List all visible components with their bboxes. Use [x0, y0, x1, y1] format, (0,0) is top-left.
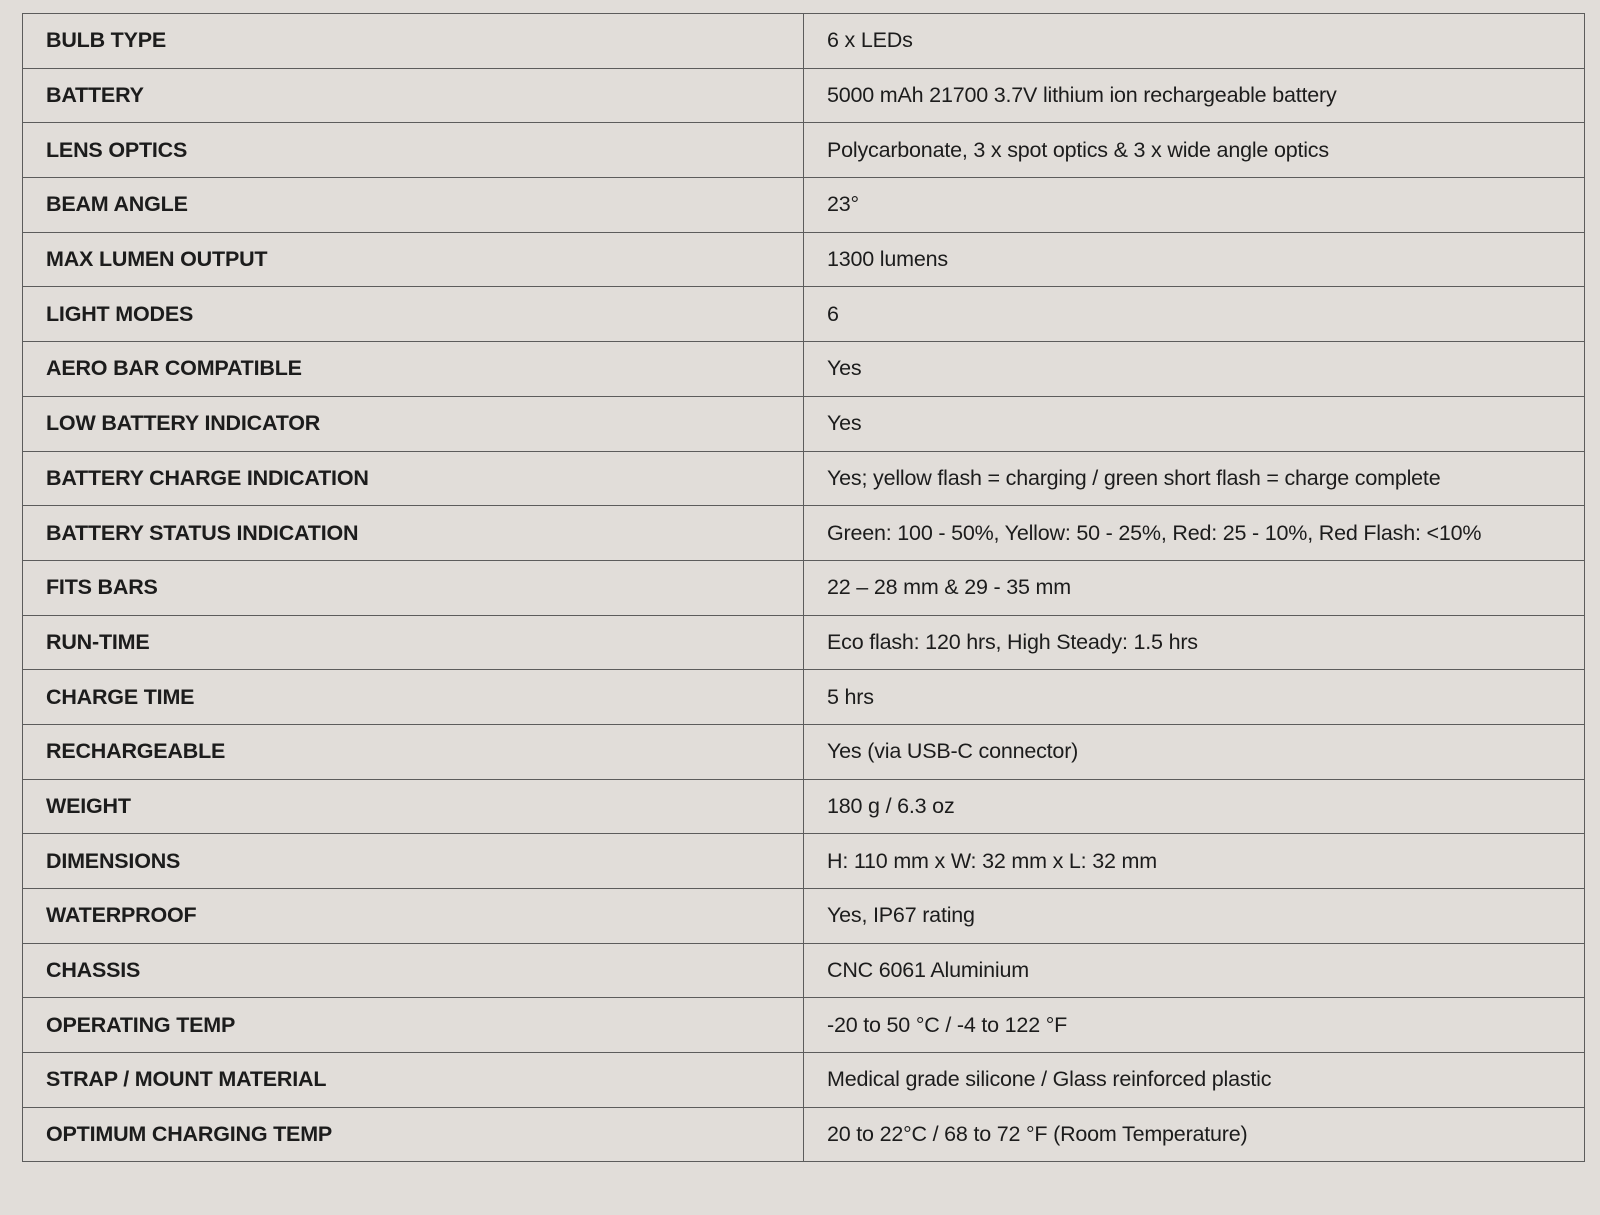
spec-value: 20 to 22°C / 68 to 72 °F (Room Temperature) [804, 1107, 1585, 1162]
spec-value: 180 g / 6.3 oz [804, 779, 1585, 834]
table-row [23, 342, 1585, 397]
table-row [23, 451, 1585, 506]
spec-label: CHASSIS [23, 943, 804, 998]
table-row [23, 724, 1585, 779]
spec-value: Yes [804, 396, 1585, 451]
spec-value: 23° [804, 178, 1585, 233]
spec-label: FITS BARS [23, 560, 804, 615]
spec-label: BATTERY [23, 68, 804, 123]
table-row [23, 287, 1585, 342]
spec-label: DIMENSIONS [23, 834, 804, 889]
table-row [23, 670, 1585, 725]
spec-label: OPERATING TEMP [23, 998, 804, 1053]
spec-label: BULB TYPE [23, 14, 804, 69]
table-row [23, 889, 1585, 944]
spec-value: Medical grade silicone / Glass reinforced plastic [804, 1053, 1585, 1108]
spec-value: Green: 100 - 50%, Yellow: 50 - 25%, Red: 25 - 10%, Red Flash: <10% [804, 506, 1585, 561]
spec-value: Yes (via USB-C connector) [804, 724, 1585, 779]
spec-label: WATERPROOF [23, 889, 804, 944]
spec-label: MAX LUMEN OUTPUT [23, 232, 804, 287]
spec-label: RUN-TIME [23, 615, 804, 670]
spec-label: WEIGHT [23, 779, 804, 834]
spec-value: 6 [804, 287, 1585, 342]
spec-value: Eco flash: 120 hrs, High Steady: 1.5 hrs [804, 615, 1585, 670]
spec-value: 6 x LEDs [804, 14, 1585, 69]
table-row [23, 943, 1585, 998]
table-row [23, 178, 1585, 233]
table-row [23, 123, 1585, 178]
spec-label: LIGHT MODES [23, 287, 804, 342]
spec-label: OPTIMUM CHARGING TEMP [23, 1107, 804, 1162]
spec-label: RECHARGEABLE [23, 724, 804, 779]
spec-label: LENS OPTICS [23, 123, 804, 178]
table-row [23, 560, 1585, 615]
spec-value: 22 – 28 mm & 29 - 35 mm [804, 560, 1585, 615]
spec-value: H: 110 mm x W: 32 mm x L: 32 mm [804, 834, 1585, 889]
spec-value: Yes [804, 342, 1585, 397]
spec-value: Yes; yellow flash = charging / green short flash = charge complete [804, 451, 1585, 506]
table-row [23, 998, 1585, 1053]
table-row [23, 779, 1585, 834]
spec-label: AERO BAR COMPATIBLE [23, 342, 804, 397]
table-row [23, 396, 1585, 451]
spec-label: BEAM ANGLE [23, 178, 804, 233]
spec-label: CHARGE TIME [23, 670, 804, 725]
table-row [23, 1107, 1585, 1162]
spec-value: CNC 6061 Aluminium [804, 943, 1585, 998]
spec-value: 1300 lumens [804, 232, 1585, 287]
table-row [23, 232, 1585, 287]
spec-label: LOW BATTERY INDICATOR [23, 396, 804, 451]
table-row [23, 14, 1585, 69]
spec-table [22, 13, 1585, 1162]
table-row [23, 68, 1585, 123]
spec-value: 5000 mAh 21700 3.7V lithium ion rechargeable battery [804, 68, 1585, 123]
spec-value: Yes, IP67 rating [804, 889, 1585, 944]
spec-table-body [23, 14, 1585, 1162]
table-row [23, 615, 1585, 670]
table-row [23, 834, 1585, 889]
spec-value: 5 hrs [804, 670, 1585, 725]
table-row [23, 1053, 1585, 1108]
spec-label: STRAP / MOUNT MATERIAL [23, 1053, 804, 1108]
spec-value: -20 to 50 °C / -4 to 122 °F [804, 998, 1585, 1053]
spec-value: Polycarbonate, 3 x spot optics & 3 x wide angle optics [804, 123, 1585, 178]
spec-label: BATTERY CHARGE INDICATION [23, 451, 804, 506]
table-row [23, 506, 1585, 561]
spec-label: BATTERY STATUS INDICATION [23, 506, 804, 561]
